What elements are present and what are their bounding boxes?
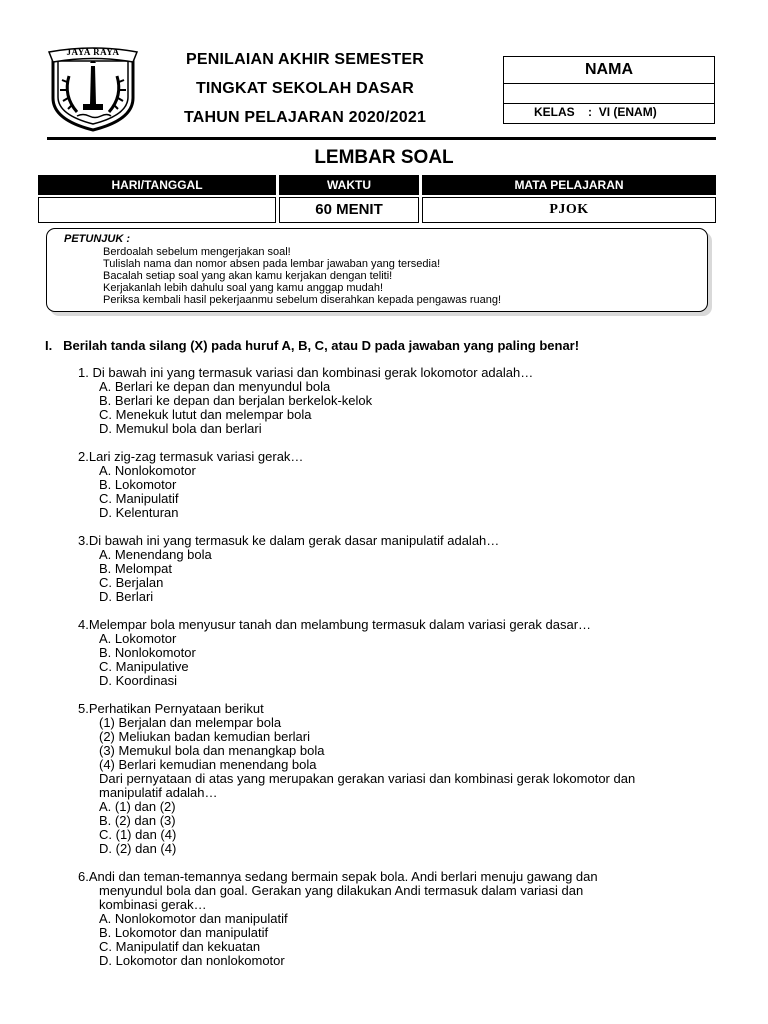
question-stem: 4.Melempar bola menyusur tanah dan melambung termasuk dalam variasi gerak dasar…: [78, 617, 592, 632]
question-stem: 5.Perhatikan Pernyataan berikut: [78, 701, 264, 716]
petunjuk-item: Bacalah setiap soal yang akan kamu kerjakan dengan teliti!: [103, 270, 393, 282]
petunjuk-item: Tulislah nama dan nomor absen pada lembar jawaban yang tersedia!: [103, 258, 441, 270]
question-stem: 2.Lari zig-zag termasuk variasi gerak…: [78, 449, 304, 464]
answer-option[interactable]: D. (2) dan (4): [99, 841, 177, 856]
kelas-row: [534, 105, 657, 119]
mata-pelajaran-value: PJOK: [422, 197, 716, 223]
question-4: [78, 618, 728, 688]
kelas-value: VI (ENAM): [598, 105, 657, 119]
student-identity-box: [503, 56, 715, 124]
waktu-value: 60 MENIT: [279, 197, 419, 223]
section-number: I.: [45, 338, 53, 353]
exam-header: [150, 50, 460, 137]
answer-option[interactable]: D. Kelenturan: [99, 505, 179, 520]
table-header-mata-pelajaran: MATA PELAJARAN: [422, 175, 716, 195]
answer-option[interactable]: A. Menendang bola: [99, 547, 212, 562]
header-line-1: PENILAIAN AKHIR SEMESTER: [185, 51, 424, 68]
answer-option[interactable]: C. Manipulatif: [99, 491, 179, 506]
question-1: [78, 366, 728, 436]
answer-option[interactable]: A. Nonlokomotor dan manipulatif: [99, 911, 288, 926]
section-heading: [45, 338, 579, 353]
jaya-raya-emblem: [47, 46, 139, 132]
answer-option[interactable]: C. Berjalan: [99, 575, 164, 590]
section-instruction: Berilah tanda silang (X) pada huruf A, B, C, atau D pada jawaban yang paling benar!: [63, 338, 580, 353]
kelas-separator: :: [588, 105, 593, 119]
question-3: [78, 534, 728, 604]
question-stem-continued: menyundul bola dan goal. Gerakan yang dilakukan Andi termasuk dalam variasi dan: [99, 883, 584, 898]
header-divider: [47, 137, 716, 140]
question-stem: 6.Andi dan teman-temannya sedang bermain sepak bola. Andi berlari menuju gawang dan: [78, 869, 598, 884]
petunjuk-box: [46, 228, 708, 312]
answer-option[interactable]: B. Lokomotor: [99, 477, 177, 492]
emblem-banner-text: JAYA RAYA: [66, 47, 120, 57]
answer-option[interactable]: C. Manipulatif dan kekuatan: [99, 939, 261, 954]
page-title: LEMBAR SOAL: [314, 147, 454, 168]
answer-option[interactable]: C. Menekuk lutut dan melempar bola: [99, 407, 312, 422]
statement-item: (4) Berlari kemudian menendang bola: [99, 757, 317, 772]
nama-label: NAMA: [504, 57, 714, 84]
petunjuk-item: Periksa kembali hasil pekerjaanmu sebelum diserahkan kepada pengawas ruang!: [103, 294, 502, 306]
nama-field[interactable]: [504, 83, 714, 104]
answer-option[interactable]: A. Lokomotor: [99, 631, 177, 646]
answer-option[interactable]: A. Berlari ke depan dan menyundul bola: [99, 379, 331, 394]
question-stem: 1. Di bawah ini yang termasuk variasi dan kombinasi gerak lokomotor adalah…: [78, 365, 534, 380]
hari-tanggal-field[interactable]: [38, 197, 276, 223]
question-prompt: manipulatif adalah…: [99, 785, 218, 800]
question-prompt: Dari pernyataan di atas yang merupakan gerakan variasi dan kombinasi gerak lokomotor dan: [99, 771, 636, 786]
answer-option[interactable]: A. (1) dan (2): [99, 799, 176, 814]
answer-option[interactable]: B. (2) dan (3): [99, 813, 176, 828]
header-line-3: TAHUN PELAJARAN 2020/2021: [183, 109, 427, 126]
question-stem-continued: kombinasi gerak…: [99, 897, 207, 912]
answer-option[interactable]: B. Nonlokomotor: [99, 645, 196, 660]
statement-item: (2) Meliukan badan kemudian berlari: [99, 729, 311, 744]
petunjuk-item: Berdoalah sebelum mengerjakan soal!: [103, 246, 291, 258]
answer-option[interactable]: D. Memukul bola dan berlari: [99, 421, 262, 436]
answer-option[interactable]: D. Berlari: [99, 589, 154, 604]
petunjuk-title: PETUNJUK :: [64, 233, 131, 245]
statement-item: (3) Memukul bola dan menangkap bola: [99, 743, 325, 758]
question-2: [78, 450, 728, 520]
table-header-hari-tanggal: HARI/TANGGAL: [38, 175, 276, 195]
kelas-label: KELAS: [534, 105, 575, 119]
answer-option[interactable]: B. Melompat: [99, 561, 172, 576]
question-stem: 3.Di bawah ini yang termasuk ke dalam gerak dasar manipulatif adalah…: [78, 533, 500, 548]
answer-option[interactable]: D. Koordinasi: [99, 673, 178, 688]
answer-option[interactable]: C. (1) dan (4): [99, 827, 177, 842]
question-5: [78, 702, 728, 856]
statement-item: (1) Berjalan dan melempar bola: [99, 715, 282, 730]
header-line-2: TINGKAT SEKOLAH DASAR: [195, 80, 415, 97]
answer-option[interactable]: B. Lokomotor dan manipulatif: [99, 925, 269, 940]
answer-option[interactable]: C. Manipulative: [99, 659, 189, 674]
petunjuk-item: Kerjakanlah lebih dahulu soal yang kamu anggap mudah!: [103, 282, 384, 294]
answer-option[interactable]: B. Berlari ke depan dan berjalan berkelok-kelok: [99, 393, 373, 408]
question-6: [78, 870, 728, 968]
petunjuk-list: [103, 246, 501, 306]
answer-option[interactable]: D. Lokomotor dan nonlokomotor: [99, 953, 285, 968]
answer-option[interactable]: A. Nonlokomotor: [99, 463, 196, 478]
table-header-waktu: WAKTU: [279, 175, 419, 195]
